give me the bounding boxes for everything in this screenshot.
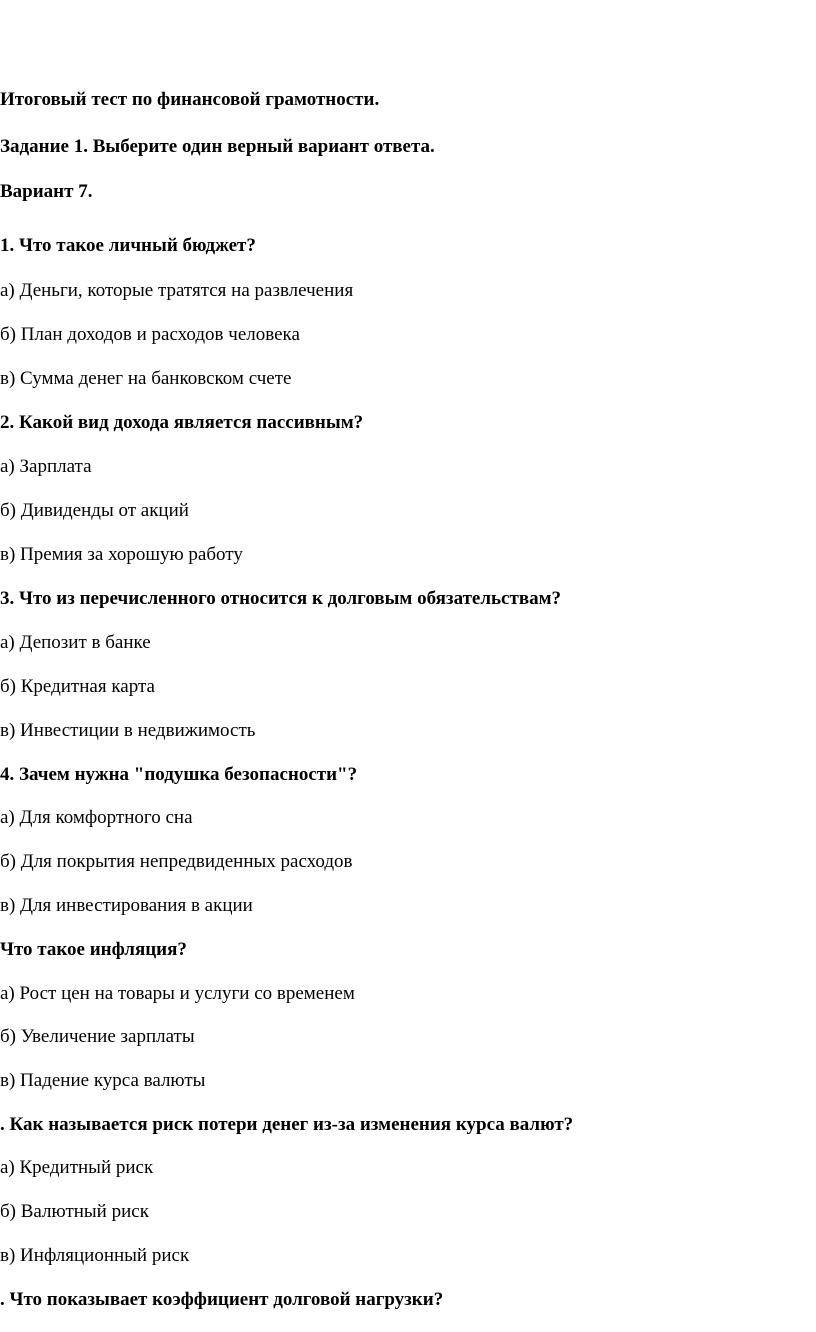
question-1-option-c: в) Сумма денег на банковском счете (0, 368, 292, 389)
document-title: Итоговый тест по финансовой грамотности. (0, 89, 380, 110)
question-5-option-a: а) Рост цен на товары и услуги со временем (0, 983, 355, 1004)
question-7: . Что показывает коэффициент долговой нагрузки? (0, 1289, 444, 1310)
question-4-option-a: а) Для комфортного сна (0, 807, 193, 828)
question-3: 3. Что из перечисленного относится к долговым обязательствам? (0, 588, 562, 609)
task-heading: Задание 1. Выберите один верный вариант ответа. (0, 136, 435, 157)
question-4: 4. Зачем нужна "подушка безопасности"? (0, 764, 358, 785)
question-5-option-b: б) Увеличение зарплаты (0, 1026, 195, 1047)
question-5-option-c: в) Падение курса валюты (0, 1070, 206, 1091)
question-3-option-c: в) Инвестиции в недвижимость (0, 720, 256, 741)
question-5: Что такое инфляция? (0, 939, 187, 960)
question-6-option-c: в) Инфляционный риск (0, 1245, 190, 1266)
question-3-option-b: б) Кредитная карта (0, 676, 155, 697)
question-2: 2. Какой вид дохода является пассивным? (0, 412, 364, 433)
question-4-option-c: в) Для инвестирования в акции (0, 895, 253, 916)
question-3-option-a: а) Депозит в банке (0, 632, 151, 653)
question-6-option-b: б) Валютный риск (0, 1201, 149, 1222)
question-6: . Как называется риск потери денег из-за изменения курса валют? (0, 1114, 574, 1135)
question-2-option-a: а) Зарплата (0, 456, 92, 477)
question-1-option-b: б) План доходов и расходов человека (0, 324, 300, 345)
variant-label: Вариант 7. (0, 181, 93, 202)
question-2-option-c: в) Премия за хорошую работу (0, 544, 243, 565)
question-6-option-a: а) Кредитный риск (0, 1157, 154, 1178)
question-1: 1. Что такое личный бюджет? (0, 235, 256, 256)
question-1-option-a: а) Деньги, которые тратятся на развлечения (0, 280, 354, 301)
question-4-option-b: б) Для покрытия непредвиденных расходов (0, 851, 353, 872)
question-2-option-b: б) Дивиденды от акций (0, 500, 189, 521)
